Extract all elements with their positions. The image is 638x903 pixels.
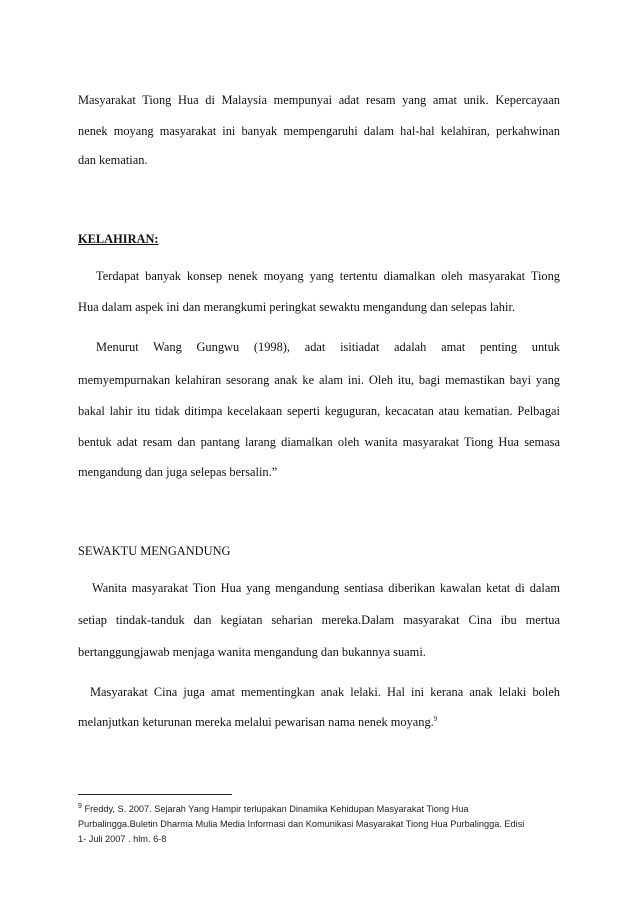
mengandung-p2-line-2 bbox=[78, 714, 560, 730]
kelahiran-p2-line-5: mengandung dan juga selepas bersalin.” bbox=[78, 465, 278, 479]
heading-sewaktu-mengandung: SEWAKTU MENGANDUNG bbox=[78, 544, 231, 558]
heading-kelahiran: KELAHIRAN: bbox=[78, 232, 159, 246]
kelahiran-p2-line-4: bentuk adat resam dan pantang larang diamalkan oleh wanita masyarakat Tiong Hua semasa bbox=[78, 435, 560, 449]
mengandung-p1-line-2: setiap tindak-tanduk dan kegiatan seharian mereka.Dalam masyarakat Cina ibu mertua bbox=[78, 613, 560, 627]
intro-line-2: nenek moyang masyarakat ini banyak mempengaruhi dalam hal-hal kelahiran, perkahwinan bbox=[78, 124, 560, 138]
footnote-separator bbox=[78, 794, 232, 795]
kelahiran-p1-line-1: Terdapat banyak konsep nenek moyang yang tertentu diamalkan oleh masyarakat Tiong bbox=[96, 269, 560, 283]
kelahiran-p2-line-3: bakal lahir itu tidak ditimpa kecelakaan seperti keguguran, kecacatan atau kematian. Pelbagai bbox=[78, 404, 560, 418]
mengandung-p1-line-3: bertanggungjawab menjaga wanita mengandung dan bukannya suami. bbox=[78, 645, 426, 659]
mengandung-p1-line-1: Wanita masyarakat Tion Hua yang mengandung sentiasa diberikan kawalan ketat di dalam bbox=[92, 581, 560, 595]
mengandung-p2-line-2-text: melanjutkan keturunan mereka melalui pewarisan nama nenek moyang. bbox=[78, 715, 434, 729]
intro-line-3: dan kematian. bbox=[78, 153, 148, 167]
intro-line-1: Masyarakat Tiong Hua di Malaysia mempunyai adat resam yang amat unik. Kepercayaan bbox=[78, 93, 560, 107]
footnote-line-2: Purbalingga.Buletin Dharma Mulia Media Informasi dan Komunikasi Masyarakat Tiong Hua Purbalingga. Edisi bbox=[78, 819, 525, 829]
kelahiran-p1-line-2: Hua dalam aspek ini dan merangkumi peringkat sewaktu mengandung dan selepas lahir. bbox=[78, 300, 515, 314]
kelahiran-p2-line-1: Menurut Wang Gungwu (1998), adat isitiadat adalah amat penting untuk bbox=[96, 340, 560, 354]
mengandung-p2-line-1: Masyarakat Cina juga amat mementingkan anak lelaki. Hal ini kerana anak lelaki boleh bbox=[90, 685, 560, 699]
footnote-line-1-text: Freddy, S. 2007. Sejarah Yang Hampir terlupakan Dinamika Kehidupan Masyarakat Tiong Hua bbox=[81, 804, 469, 814]
footnote-line-1 bbox=[78, 803, 568, 815]
footnote-number: 9 bbox=[78, 802, 82, 810]
footnote-reference: 9 bbox=[433, 714, 438, 723]
kelahiran-p2-line-2: memyempurnakan kelahiran sesorang anak ke alam ini. Oleh itu, bagi memastikan bayi yang bbox=[78, 373, 560, 387]
footnote-line-3: 1- Juli 2007 . hlm. 6-8 bbox=[78, 834, 167, 844]
